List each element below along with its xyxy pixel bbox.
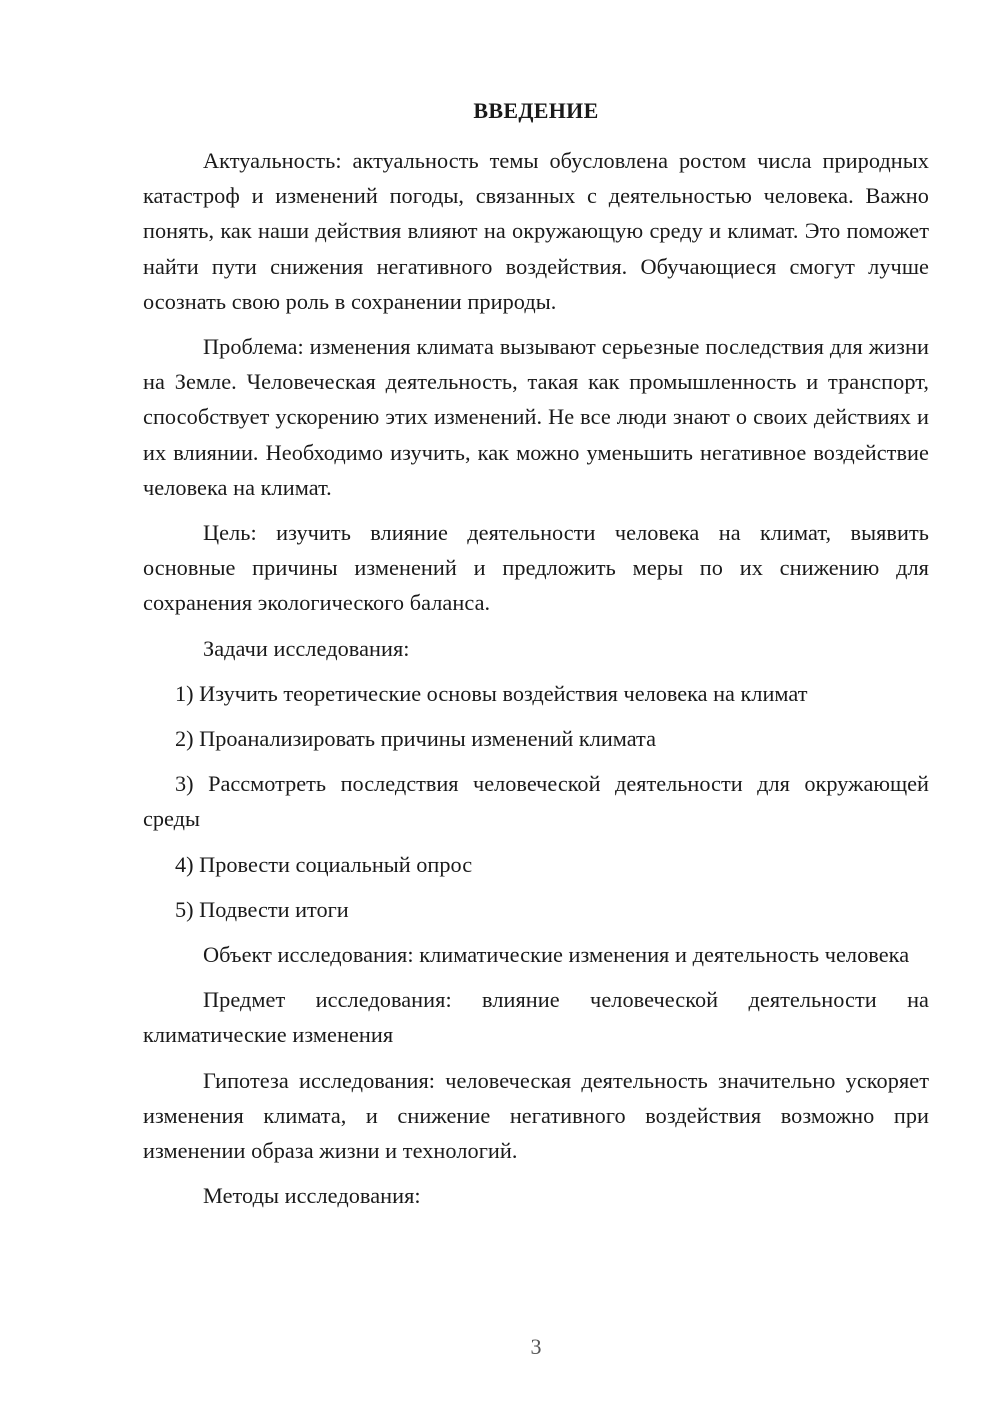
tasks-heading: Задачи исследования: — [203, 635, 410, 661]
methods-heading: Методы исследования: — [203, 1183, 421, 1209]
task-item-2: 2) Проанализировать причины изменений климата — [175, 726, 656, 752]
research-subject-paragraph: Предмет исследования: влияние человеческой деятельности на климатические изменения — [143, 987, 929, 1048]
research-object-paragraph: Объект исследования: климатические изменения и деятельность человека — [203, 942, 910, 968]
page-number: 3 — [530, 1334, 542, 1359]
task-item-4: 4) Провести социальный опрос — [175, 851, 473, 877]
goal-paragraph: Цель: изучить влияние деятельности человека на климат, выявить основные причины изменений и предложить меры по их снижению для сохранения экологического баланса. — [143, 520, 929, 616]
hypothesis-paragraph: Гипотеза исследования: человеческая деятельность значительно ускоряет изменения климата, и снижение негативного воздействия возможно при изменении образа жизни и технологий. — [143, 1067, 929, 1164]
task-item-3: 3) Рассмотреть последствия человеческой деятельности для окружающей среды — [143, 771, 929, 832]
section-title: ВВЕДЕНИЕ — [473, 98, 599, 123]
problem-paragraph: Проблема: изменения климата вызывают серьезные последствия для жизни на Земле. Человеческая деятельность, такая как промышленность и транспорт, способствует ускорению этих изменений. Не все люди знают о своих действиях и их влиянии. Необходимо изучить, как можно уменьшить негативное воздействие человека на климат. — [143, 334, 929, 500]
document-body — [143, 143, 929, 1223]
relevance-paragraph: Актуальность: актуальность темы обусловлена ростом числа природных катастроф и изменений погоды, связанных с деятельностью человека. Важно понять, как наши действия влияют на окружающую среду и климат. Это поможет найти пути снижения негативного воздействия. Обучающиеся смогут лучше осознать свою роль в сохранении природы. — [143, 148, 929, 314]
task-item-1: 1) Изучить теоретические основы воздействия человека на климат — [175, 680, 808, 706]
task-item-5: 5) Подвести итоги — [175, 896, 349, 922]
